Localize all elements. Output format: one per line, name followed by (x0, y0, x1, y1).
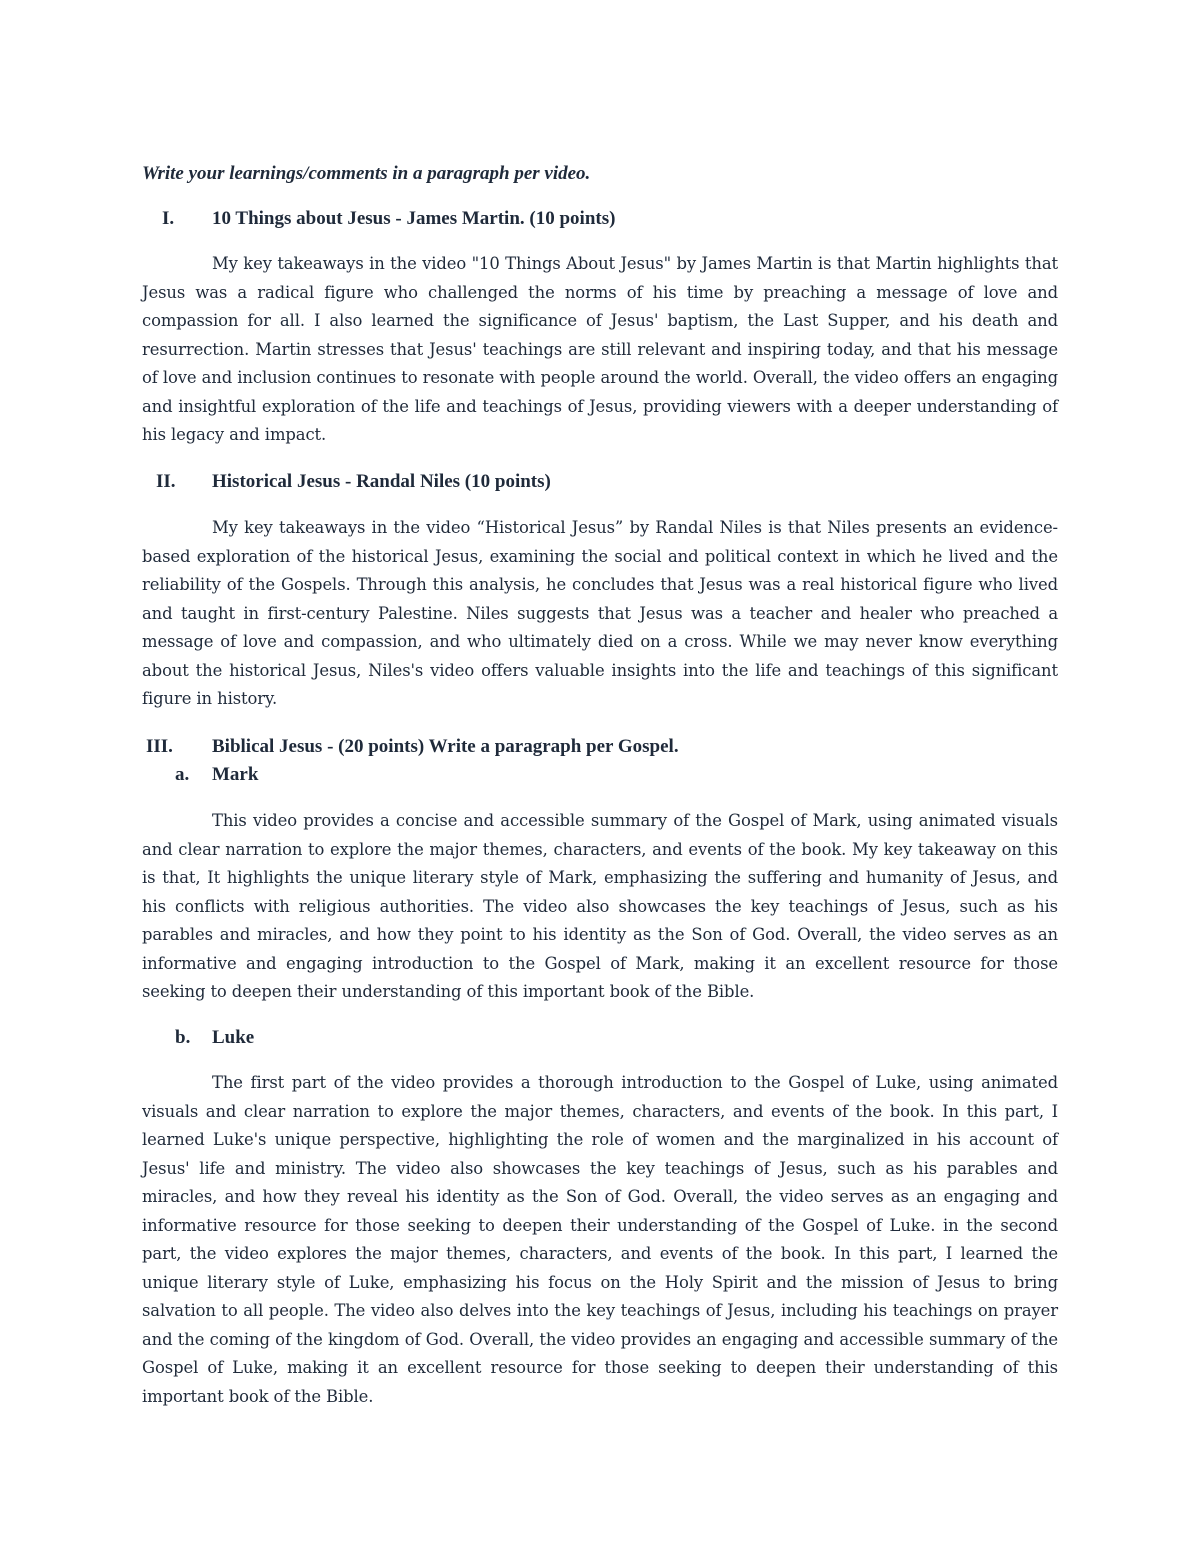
section-2-paragraph: My key takeaways in the video “Historical Jesus” by Randal Niles is that Niles presents an evidence-based exploration of the historical Jesus, examining the social and political context in which he lived and the reliability of the Gospels. Through this analysis, he concludes that Jesus was a real historical figure who lived and taught in first-century Palestine. Niles suggests that Jesus was a teacher and healer who preached a message of love and compassion, and who ultimately died on a cross. While we may never know everything about the historical Jesus, Niles's video offers valuable insights into the life and teachings of this significant figure in history. (142, 518, 1058, 708)
subsection-a-heading (175, 761, 1075, 789)
subsection-b-heading (175, 1024, 1075, 1052)
section-1-paragraph: My key takeaways in the video "10 Things About Jesus" by James Martin is that Martin highlights that Jesus was a radical figure who challenged the norms of his time by preaching a message of love and compassion for all. I also learned the significance of Jesus' baptism, the Last Supper, and his death and resurrection. Martin stresses that Jesus' teachings are still relevant and inspiring today, and that his message of love and inclusion continues to resonate with people around the world. Overall, the video offers an engaging and insightful exploration of the life and teachings of Jesus, providing viewers with a deeper understanding of his legacy and impact. (142, 254, 1058, 444)
instruction-text: Write your learnings/comments in a paragraph per video. (142, 163, 591, 184)
section-1-title: 10 Things about Jesus - James Martin. (10 points) (212, 208, 616, 229)
section-3-heading (146, 733, 1046, 761)
subsection-b-letter: b. (175, 1027, 191, 1048)
subsection-a-title: Mark (212, 764, 259, 785)
subsection-b-paragraph: The first part of the video provides a thorough introduction to the Gospel of Luke, using animated visuals and clear narration to explore the major themes, characters, and events of the book. In this part, I learned Luke's unique perspective, highlighting the role of women and the marginalized in his account of Jesus' life and ministry. The video also showcases the key teachings of Jesus, such as his parables and miracles, and how they reveal his identity as the Son of God. Overall, the video serves as an engaging and informative resource for those seeking to deepen their understanding of the Gospel of Luke. in the second part, the video explores the major themes, characters, and events of the book. In this part, I learned the unique literary style of Luke, emphasizing his focus on the Holy Spirit and the mission of Jesus to bring salvation to all people. The video also delves into the key teachings of Jesus, including his teachings on prayer and the coming of the kingdom of God. Overall, the video provides an engaging and accessible summary of the Gospel of Luke, making it an excellent resource for those seeking to deepen their understanding of this important book of the Bible. (142, 1073, 1058, 1406)
section-3-title: Biblical Jesus - (20 points) Write a paragraph per Gospel. (212, 736, 679, 757)
subsection-a-paragraph: This video provides a concise and accessible summary of the Gospel of Mark, using animated visuals and clear narration to explore the major themes, characters, and events of the book. My key takeaway on this is that, It highlights the unique literary style of Mark, emphasizing the suffering and humanity of Jesus, and his conflicts with religious authorities. The video also showcases the key teachings of Jesus, such as his parables and miracles, and how they point to his identity as the Son of God. Overall, the video serves as an informative and engaging introduction to the Gospel of Mark, making it an excellent resource for those seeking to deepen their understanding of this important book of the Bible. (142, 811, 1058, 1001)
section-2-numeral: II. (156, 471, 176, 492)
section-2-heading (156, 468, 1056, 496)
subsection-a-letter: a. (175, 764, 190, 785)
section-1-heading (162, 205, 1062, 233)
section-1-numeral: I. (162, 208, 175, 229)
section-3-numeral: III. (146, 736, 173, 757)
section-2-title: Historical Jesus - Randal Niles (10 points) (212, 471, 551, 492)
subsection-b-title: Luke (212, 1027, 255, 1048)
